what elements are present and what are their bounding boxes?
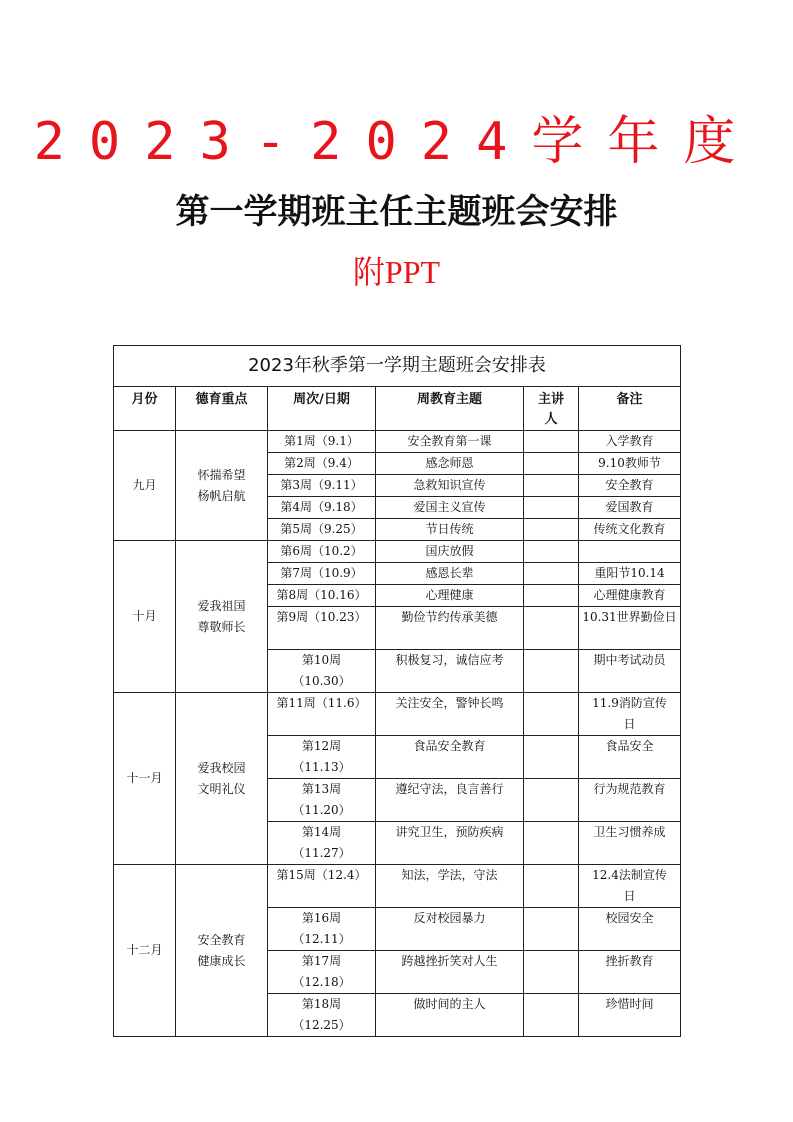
week-cell <box>268 779 376 822</box>
column-header-week: 周次/日期 <box>268 387 376 431</box>
speaker-cell <box>524 865 579 908</box>
week-cell <box>268 736 376 779</box>
theme-cell: 安全教育第一课 <box>376 431 524 453</box>
note-cell: 入学教育 <box>579 431 681 453</box>
table-row <box>114 693 681 736</box>
speaker-cell <box>524 497 579 519</box>
week-cell <box>268 994 376 1037</box>
week-text: 第10周（10.30） <box>292 653 351 688</box>
week-cell <box>268 908 376 951</box>
month-cell: 九月 <box>114 431 176 541</box>
week-text: 第18周（12.25） <box>292 997 351 1032</box>
schedule-table <box>113 345 681 1037</box>
main-title: 第一学期班主任主题班会安排 <box>175 192 618 232</box>
focus-text: 怀揣希望杨帆启航 <box>197 467 246 503</box>
focus-cell <box>176 431 268 541</box>
speaker-cell <box>524 453 579 475</box>
theme-cell: 急救知识宣传 <box>376 475 524 497</box>
note-cell <box>579 693 681 736</box>
theme-cell: 跨越挫折笑对人生 <box>376 951 524 994</box>
column-header-note: 备注 <box>579 387 681 431</box>
column-header-month: 月份 <box>114 387 176 431</box>
theme-cell: 心理健康 <box>376 585 524 607</box>
table-row <box>114 431 681 453</box>
speaker-cell <box>524 475 579 497</box>
speaker-cell <box>524 519 579 541</box>
week-cell <box>268 951 376 994</box>
speaker-cell <box>524 541 579 563</box>
speaker-cell <box>524 431 579 453</box>
theme-cell: 做时间的主人 <box>376 994 524 1037</box>
week-text: 第17周（12.18） <box>292 954 351 989</box>
speaker-cell <box>524 994 579 1037</box>
week-cell: 第15周（12.4） <box>268 865 376 908</box>
week-cell: 第1周（9.1） <box>268 431 376 453</box>
column-header-speaker: 主讲人 <box>524 387 579 431</box>
note-cell: 食品安全 <box>579 736 681 779</box>
note-cell: 安全教育 <box>579 475 681 497</box>
month-cell: 十二月 <box>114 865 176 1037</box>
week-text: 第14周（11.27） <box>292 825 351 860</box>
table-row <box>114 541 681 563</box>
note-text: 12.4法制宣传日 <box>592 868 667 903</box>
theme-cell: 节日传统 <box>376 519 524 541</box>
week-cell: 第2周（9.4） <box>268 453 376 475</box>
speaker-cell <box>524 822 579 865</box>
note-cell: 心理健康教育 <box>579 585 681 607</box>
speaker-cell <box>524 951 579 994</box>
note-cell: 期中考试动员 <box>579 650 681 693</box>
focus-text: 爱我校园文明礼仪 <box>197 760 246 796</box>
focus-text: 爱我祖国尊敬师长 <box>197 598 246 634</box>
note-cell: 挫折教育 <box>579 951 681 994</box>
theme-cell: 反对校园暴力 <box>376 908 524 951</box>
note-cell: 重阳节10.14 <box>579 563 681 585</box>
note-text: 11.9消防宣传日 <box>592 696 667 731</box>
note-cell: 行为规范教育 <box>579 779 681 822</box>
speaker-cell <box>524 585 579 607</box>
note-cell: 校园安全 <box>579 908 681 951</box>
week-cell: 第8周（10.16） <box>268 585 376 607</box>
theme-cell: 食品安全教育 <box>376 736 524 779</box>
theme-cell: 积极复习，诚信应考 <box>376 650 524 693</box>
speaker-cell <box>524 607 579 650</box>
speaker-cell <box>524 736 579 779</box>
theme-cell: 爱国主义宣传 <box>376 497 524 519</box>
note-cell: 珍惜时间 <box>579 994 681 1037</box>
theme-cell: 勤俭节约传承美德 <box>376 607 524 650</box>
note-cell: 卫生习惯养成 <box>579 822 681 865</box>
speaker-cell <box>524 908 579 951</box>
table-row <box>114 865 681 908</box>
theme-cell: 国庆放假 <box>376 541 524 563</box>
theme-cell: 遵纪守法，良言善行 <box>376 779 524 822</box>
month-cell: 十月 <box>114 541 176 693</box>
note-cell: 10.31世界勤俭日 <box>579 607 681 650</box>
focus-cell <box>176 865 268 1037</box>
theme-cell: 感念师恩 <box>376 453 524 475</box>
week-text: 第12周（11.13） <box>292 739 351 774</box>
column-header-theme: 周教育主题 <box>376 387 524 431</box>
focus-cell <box>176 693 268 865</box>
note-cell: 爱国教育 <box>579 497 681 519</box>
speaker-cell <box>524 693 579 736</box>
speaker-cell <box>524 650 579 693</box>
week-cell: 第6周（10.2） <box>268 541 376 563</box>
week-text: 第16周（12.11） <box>292 911 351 946</box>
week-cell: 第4周（9.18） <box>268 497 376 519</box>
table-caption: 2023年秋季第一学期主题班会安排表 <box>114 346 681 387</box>
theme-cell: 知法，学法，守法 <box>376 865 524 908</box>
note-cell: 传统文化教育 <box>579 519 681 541</box>
week-cell: 第7周（10.9） <box>268 563 376 585</box>
focus-text: 安全教育健康成长 <box>197 932 246 968</box>
note-cell <box>579 541 681 563</box>
week-cell: 第11周（11.6） <box>268 693 376 736</box>
column-header-focus: 德育重点 <box>176 387 268 431</box>
theme-cell: 讲究卫生，预防疾病 <box>376 822 524 865</box>
speaker-cell <box>524 779 579 822</box>
year-title: 2023-2024学年度 <box>33 112 760 172</box>
week-cell: 第9周（10.23） <box>268 607 376 650</box>
focus-cell <box>176 541 268 693</box>
speaker-cell <box>524 563 579 585</box>
week-cell: 第3周（9.11） <box>268 475 376 497</box>
week-cell <box>268 650 376 693</box>
theme-cell: 感恩长辈 <box>376 563 524 585</box>
sub-title: 附PPT <box>352 254 441 290</box>
note-cell: 9.10教师节 <box>579 453 681 475</box>
month-cell: 十一月 <box>114 693 176 865</box>
theme-cell: 关注安全，警钟长鸣 <box>376 693 524 736</box>
week-cell <box>268 822 376 865</box>
week-text: 第13周（11.20） <box>292 782 351 817</box>
week-cell: 第5周（9.25） <box>268 519 376 541</box>
note-cell <box>579 865 681 908</box>
